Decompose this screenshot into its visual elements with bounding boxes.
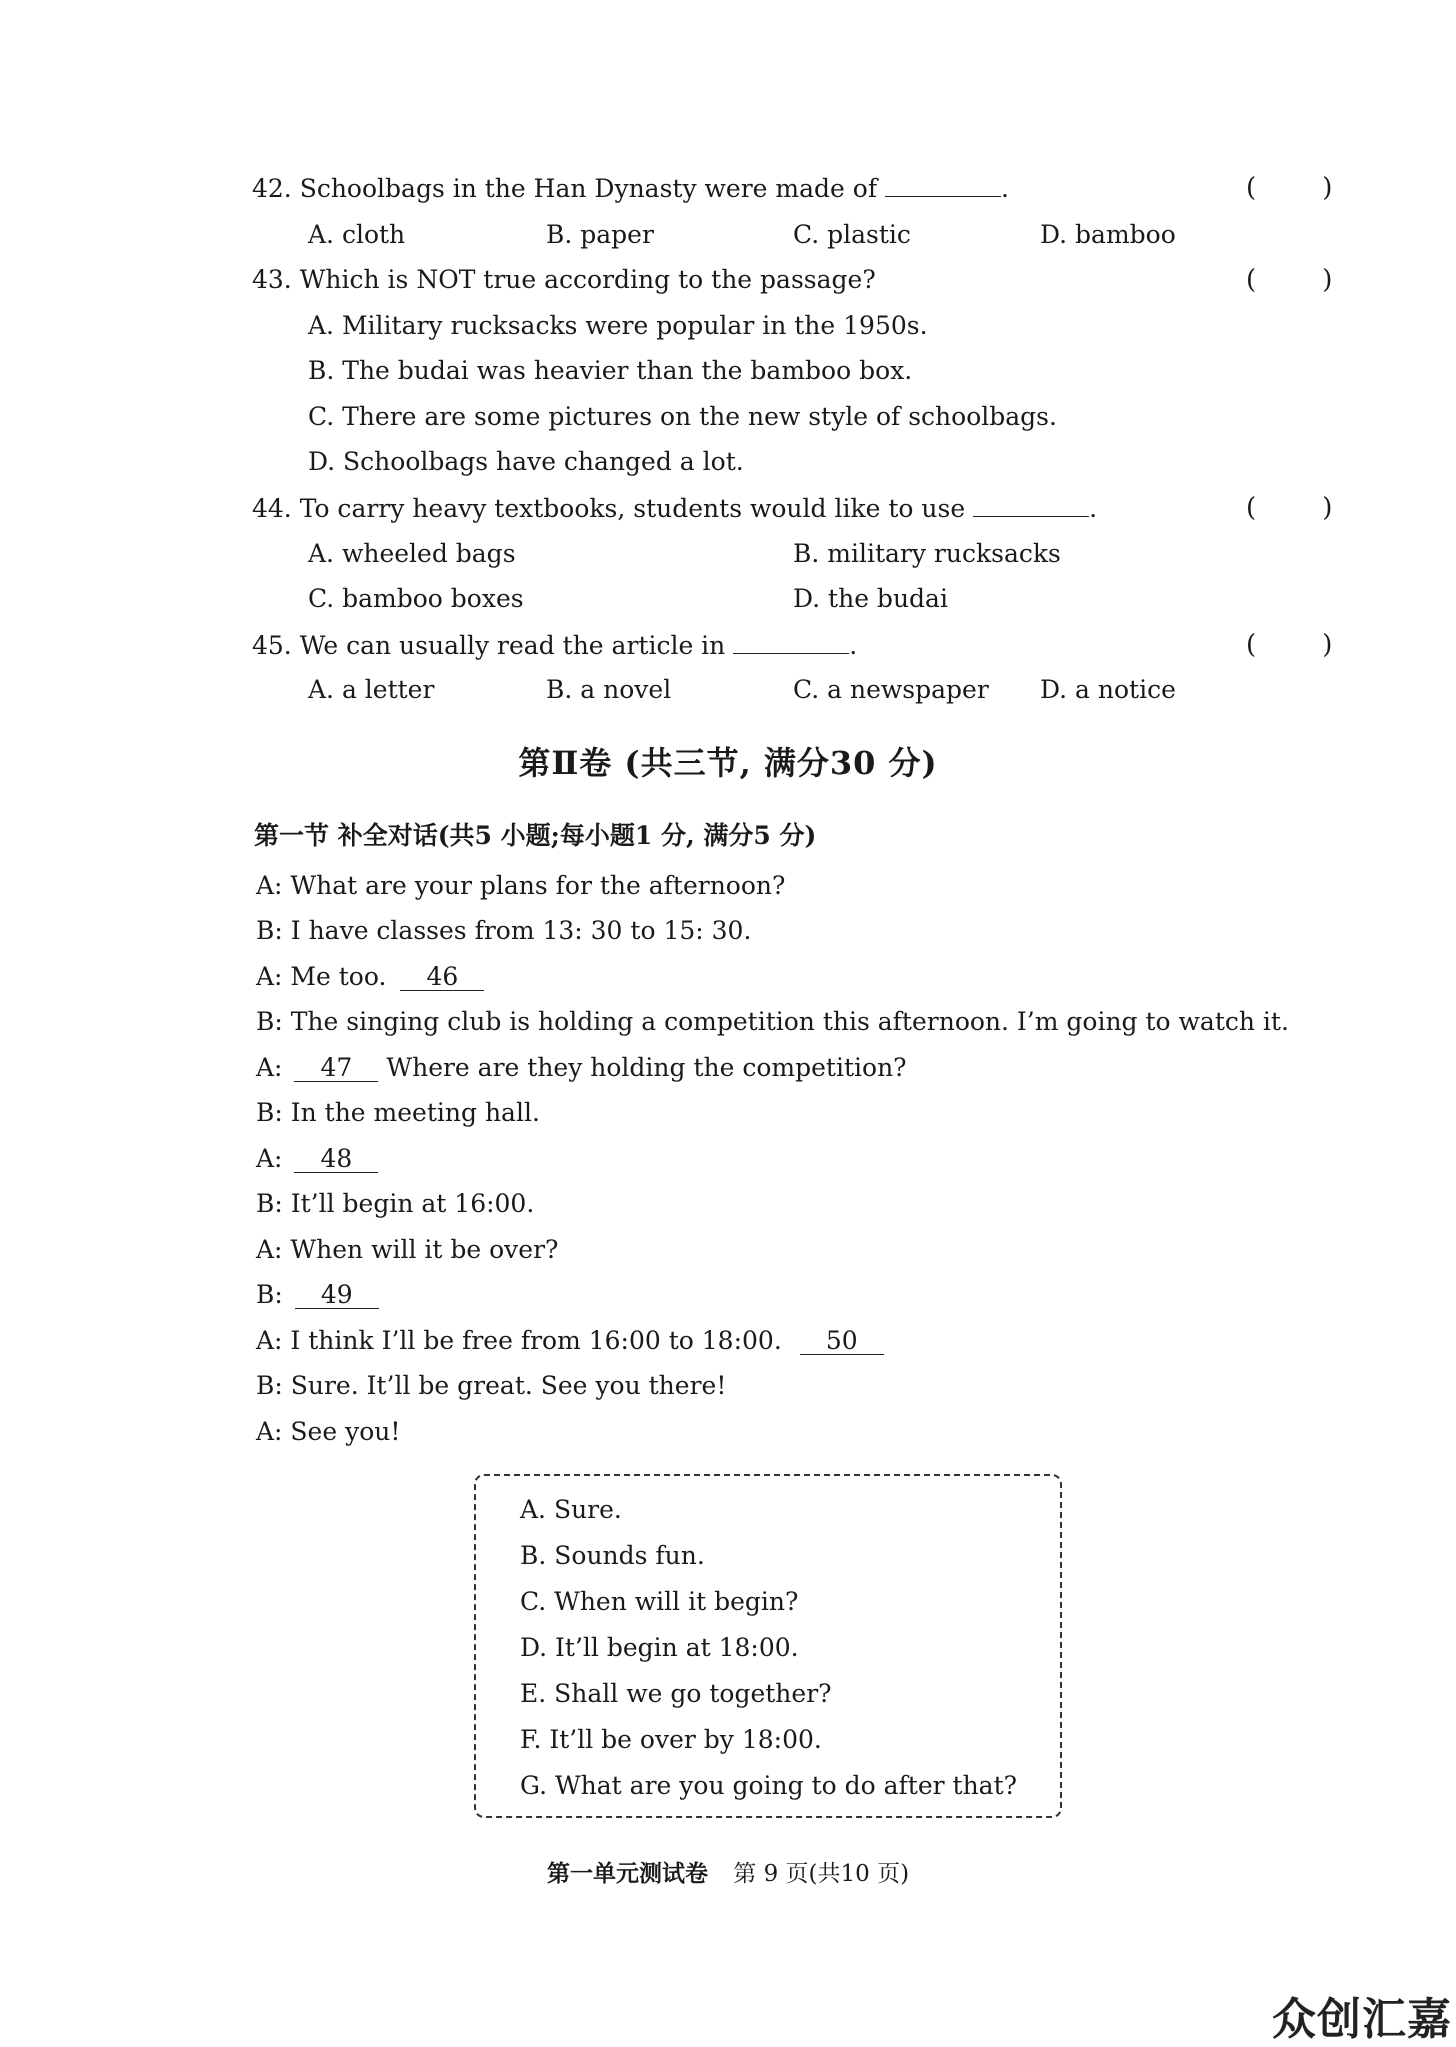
- answer-parentheses: ( ): [1246, 630, 1333, 660]
- page-number: 第 9 页(共10 页): [733, 1861, 910, 1887]
- question-43: [252, 264, 876, 296]
- dialogue-line: B: Sure. It’ll be great. See you there!: [256, 1371, 727, 1400]
- answer-blank-48: 48: [294, 1146, 378, 1173]
- answer-parentheses: ( ): [1246, 265, 1333, 295]
- question-stem: 43. Which is NOT true according to the passage?: [252, 265, 876, 294]
- choice-box: [474, 1474, 1062, 1818]
- answer-blank-46: 46: [400, 964, 484, 991]
- part-title: 第Ⅱ卷 (共三节, 满分30 分): [518, 744, 938, 782]
- option-b: B. paper: [546, 220, 654, 249]
- dialogue-line: B: 49: [256, 1279, 379, 1311]
- option-b: B. military rucksacks: [793, 539, 1061, 568]
- dialogue-line: A: 48: [256, 1143, 378, 1175]
- footer-title: 第一单元测试卷: [546, 1860, 708, 1887]
- option-b: B. a novel: [546, 675, 672, 704]
- choice-e: E. Shall we go together?: [520, 1679, 832, 1708]
- answer-blank-50: 50: [800, 1328, 884, 1355]
- choice-b: B. Sounds fun.: [520, 1541, 705, 1570]
- dialogue-line: B: The singing club is holding a competition this afternoon. I’m going to watch it.: [256, 1007, 1289, 1036]
- question-44: 44. To carry heavy textbooks, students would like to use .: [252, 494, 1098, 523]
- question-stem: 45. We can usually read the article in: [252, 631, 726, 660]
- answer-blank-49: 49: [295, 1282, 379, 1309]
- choice-f: F. It’ll be over by 18:00.: [520, 1725, 822, 1754]
- option-c: C. plastic: [793, 220, 911, 249]
- dialogue-line: A: See you!: [256, 1417, 401, 1446]
- option-a: A. Military rucksacks were popular in the 1950s.: [308, 311, 928, 340]
- question-stem: 42. Schoolbags in the Han Dynasty were made of: [252, 174, 878, 203]
- section-title: 第一节 补全对话(共5 小题;每小题1 分, 满分5 分): [254, 821, 817, 850]
- option-d: D. the budai: [793, 584, 948, 613]
- option-c: C. There are some pictures on the new style of schoolbags.: [308, 402, 1057, 431]
- option-d: D. bamboo: [1040, 220, 1176, 249]
- option-d: D. a notice: [1040, 675, 1176, 704]
- dialogue-line: A: What are your plans for the afternoon?: [256, 871, 786, 900]
- option-a: A. cloth: [308, 220, 406, 249]
- answer-blank: [885, 172, 1001, 197]
- dialogue-line: B: It’ll begin at 16:00.: [256, 1189, 535, 1218]
- option-c: C. bamboo boxes: [308, 584, 524, 613]
- choice-a: A. Sure.: [520, 1495, 622, 1524]
- answer-blank-47: 47: [294, 1055, 378, 1082]
- dialogue-line: A: 47 Where are they holding the competition?: [256, 1053, 907, 1082]
- choice-g: G. What are you going to do after that?: [520, 1771, 1018, 1800]
- option-a: A. wheeled bags: [308, 539, 516, 568]
- answer-parentheses: ( ): [1246, 493, 1333, 523]
- dialogue-line: B: I have classes from 13: 30 to 15: 30.: [256, 916, 752, 945]
- answer-blank: [973, 492, 1089, 517]
- question-42: 42. Schoolbags in the Han Dynasty were made of .: [252, 174, 1009, 203]
- option-a: A. a letter: [308, 675, 435, 704]
- choice-c: C. When will it begin?: [520, 1587, 799, 1616]
- answer-parentheses: ( ): [1246, 173, 1333, 203]
- watermark: 众创汇嘉: [1272, 1994, 1452, 2045]
- question-45: 45. We can usually read the article in .: [252, 631, 858, 660]
- page-footer: [0, 1855, 1456, 1888]
- question-stem: 44. To carry heavy textbooks, students would like to use: [252, 494, 966, 523]
- option-b: B. The budai was heavier than the bamboo box.: [308, 356, 913, 385]
- option-c: C. a newspaper: [793, 675, 989, 704]
- dialogue-line: A: Me too. 46: [256, 961, 484, 993]
- option-d: D. Schoolbags have changed a lot.: [308, 447, 744, 476]
- dialogue-line: A: When will it be over?: [256, 1235, 559, 1264]
- answer-blank: [733, 629, 849, 654]
- dialogue-line: B: In the meeting hall.: [256, 1098, 540, 1127]
- dialogue-line: A: I think I’ll be free from 16:00 to 18:00. 50: [256, 1325, 884, 1357]
- choice-d: D. It’ll begin at 18:00.: [520, 1633, 799, 1662]
